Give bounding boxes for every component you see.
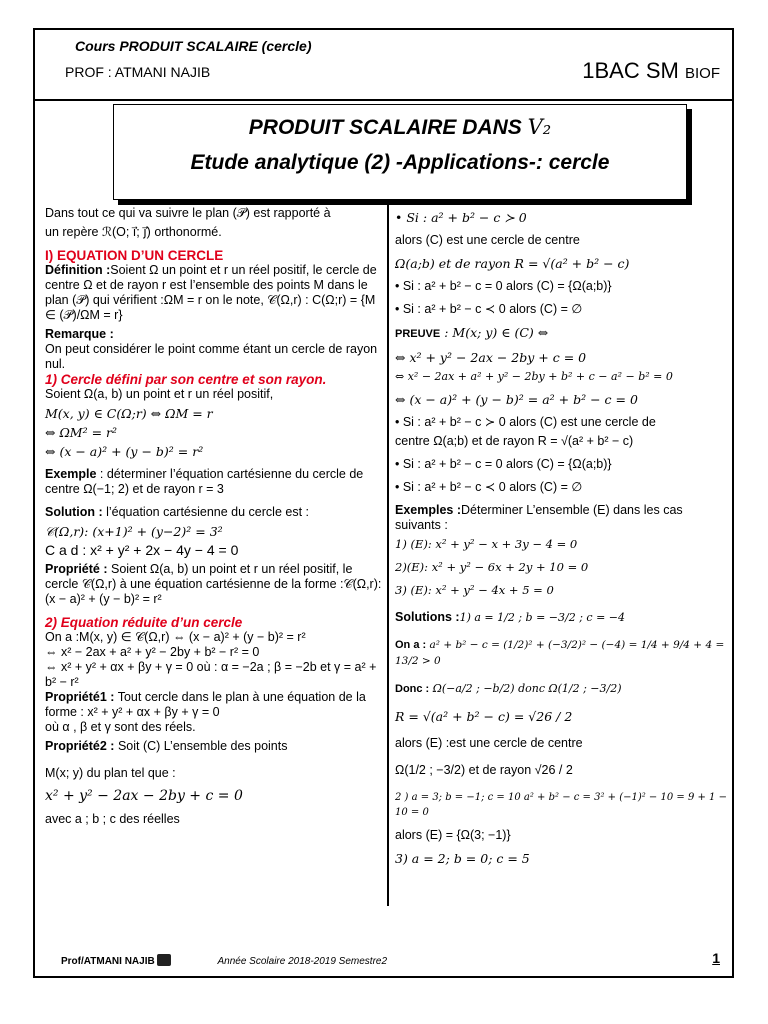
property: Propriété : Soient Ω(a, b) un point et r un réel positif, le cercle 𝒞(Ω,r) à une équation cartésienne de la forme :𝒞(Ω,r): (x − a)² + (y − b)² = r² (45, 562, 382, 606)
alors-2: Ω(1/2 ; −3/2) et de rayon √26 / 2 (395, 763, 573, 777)
case-positive-text: alors (C) est une cercle de centre (395, 233, 580, 247)
case-positive: • Si : a² + b² − c ≻ 0 (395, 210, 527, 225)
subsection-1: 1) Cercle défini par son centre et son rayon. (45, 372, 327, 387)
example-1: 1) (E): x² + y² − x + 3y − 4 = 0 (395, 537, 578, 551)
s1-text: Soient Ω(a, b) un point et r un réel positif, (45, 387, 274, 401)
section-heading: I) EQUATION D’UN CERCLE (45, 248, 224, 263)
cad-eq: C a d : x² + y² + 2x − 4y − 4 = 0 (45, 542, 239, 558)
s1-eq3: ⇔ (x − a)² + (y − b)² = r² (45, 444, 204, 459)
proof-case-positive: • Si : a² + b² − c ≻ 0 alors (C) est une cercle de (395, 415, 656, 429)
solution: Solution : l’équation cartésienne du cercle est : (45, 505, 309, 519)
proof-eq3: ⇔ (x − a)² + (y − b)² = a² + b² − c = 0 (395, 392, 638, 407)
property-2-line2: M(x; y) du plan tel que : (45, 766, 176, 780)
example-3-solution: 3) a = 2; b = 0; c = 5 (395, 851, 530, 866)
s1-eq1: M(x, y) ∈ C(Ω;r) ⇔ ΩM = r (45, 406, 213, 421)
remark-label: Remarque : (45, 327, 114, 341)
document-page (33, 28, 734, 978)
title-box (113, 104, 687, 200)
example-2: 2)(E): x² + y² − 6x + 2y + 10 = 0 (395, 560, 589, 574)
property-1-reals: où α , β et γ sont des réels. (45, 720, 196, 734)
footer (61, 950, 720, 967)
case-positive-radius: Ω(a;b) et de rayon R = √(a² + b² − c) (395, 256, 630, 271)
property-1: Propriété1 : Tout cercle dans le plan à une équation de la forme : x² + y² + αx + βy + γ = 0 (45, 690, 366, 719)
on-a: On a : a² + b² − c = (1/2)² + (−3/2)² − (−4) = 1/4 + 9/4 + 4 = 13/2 > 0 (395, 639, 725, 667)
property-2-eq: x² + y² − 2ax − 2by + c = 0 (45, 788, 243, 804)
donc: Donc : Ω(−a/2 ; −b/2) donc Ω(1/2 ; −3/2) (395, 682, 622, 695)
definition: Définition :Soient Ω un point et r un réel positif, le cercle de centre Ω et de rayon r est l’ensemble des points M dans le plan (𝒫) qui vérifient :ΩM = r on le note, 𝒞(Ω,r) : C(Ω;r) = {M ∈ (𝒫)/ΩM = r} (45, 263, 377, 322)
proof-case-positive-2: centre Ω(a;b) et de rayon R = √(a² + b² − c) (395, 434, 634, 448)
subsection-2: 2) Equation réduite d’un cercle (45, 615, 243, 630)
alors-1: alors (E) :est une cercle de centre (395, 736, 583, 750)
level-label: 1BAC SM BIOF (582, 58, 720, 83)
footer-author: Prof/ATMANI NAJIB (61, 956, 155, 967)
property-2: Propriété2 : Soit (C) L’ensemble des points (45, 739, 288, 753)
header-divider (35, 99, 732, 101)
main-title: PRODUIT SCALAIRE DANS V₂ (248, 115, 552, 139)
s2-eq2: ⇔ x² − 2ax + a² + y² − 2by + b² − r² = 0 (45, 645, 260, 659)
radius: R = √(a² + b² − c) = √26 / 2 (395, 709, 573, 724)
s1-eq2: ⇔ ΩM² = r² (45, 425, 118, 440)
solution-eq: 𝒞(Ω,r): (x+1)² + (y−2)² = 3² (45, 524, 223, 539)
property-2-line3: avec a ; b ; c des réelles (45, 812, 180, 826)
left-column (45, 206, 383, 827)
page-number: 1 (712, 950, 720, 966)
case-zero: • Si : a² + b² − c = 0 alors (C) = {Ω(a;b)} (395, 279, 612, 293)
prof-name: PROF : ATMANI NAJIB (65, 64, 211, 80)
example-2-result: alors (E) = {Ω(3; −1)} (395, 828, 511, 842)
footer-year: Année Scolaire 2018-2019 Semestre2 (217, 956, 388, 967)
proof-case-negative: • Si : a² + b² − c ≺ 0 alors (C) = ∅ (395, 480, 583, 494)
proof-case-zero: • Si : a² + b² − c = 0 alors (C) = {Ω(a;b)} (395, 457, 612, 471)
example-3: 3) (E): x² + y² − 4x + 5 = 0 (395, 583, 554, 597)
proof: PREUVE : M(x; y) ∈ (C) ⇔ (395, 325, 549, 340)
column-divider (387, 205, 389, 906)
s2-eq3: ⇔ x² + y² + αx + βy + γ = 0 où : α = −2a ; β = −2b et γ = a² + b² − r² (45, 660, 377, 689)
solutions: Solutions :1) a = 1/2 ; b = −3/2 ; c = −4 (395, 610, 625, 624)
intro-line-1: Dans tout ce qui va suivre le plan (𝒫) est rapporté à (45, 206, 331, 220)
intro-line-2: un repère ℛ(O; i⃗; j⃗) orthonormé. (45, 225, 222, 239)
example: Exemple : déterminer l’équation cartésienne du cercle de centre Ω(−1; 2) et de rayon r = 3 (45, 467, 364, 496)
examples: Exemples :Déterminer L’ensemble (E) dans les cas suivants : (395, 503, 683, 532)
proof-eq2: ⇔ x² − 2ax + a² + y² − 2by + b² + c − a² − b² = 0 (395, 370, 673, 383)
remark-text: On peut considérer le point comme étant un cercle de rayon nul. (45, 342, 378, 371)
example-2-solution: 2 ) a = 3; b = −1; c = 10 a² + b² − c = 3² + (−1)² − 10 = 9 + 1 − 10 = 0 (395, 792, 727, 818)
proof-eq1: ⇔ x² + y² − 2ax − 2by + c = 0 (395, 350, 587, 365)
s2-eq1: On a :M(x, y) ∈ 𝒞(Ω,r) ⇔ (x − a)² + (y − b)² = r² (45, 630, 306, 644)
course-title: Cours PRODUIT SCALAIRE (cercle) (75, 38, 312, 54)
case-negative: • Si : a² + b² − c ≺ 0 alors (C) = ∅ (395, 302, 583, 316)
right-column (395, 206, 729, 866)
sub-title: Etude analytique (2) -Applications-: cercle (190, 151, 610, 174)
author-logo-icon (157, 954, 171, 966)
